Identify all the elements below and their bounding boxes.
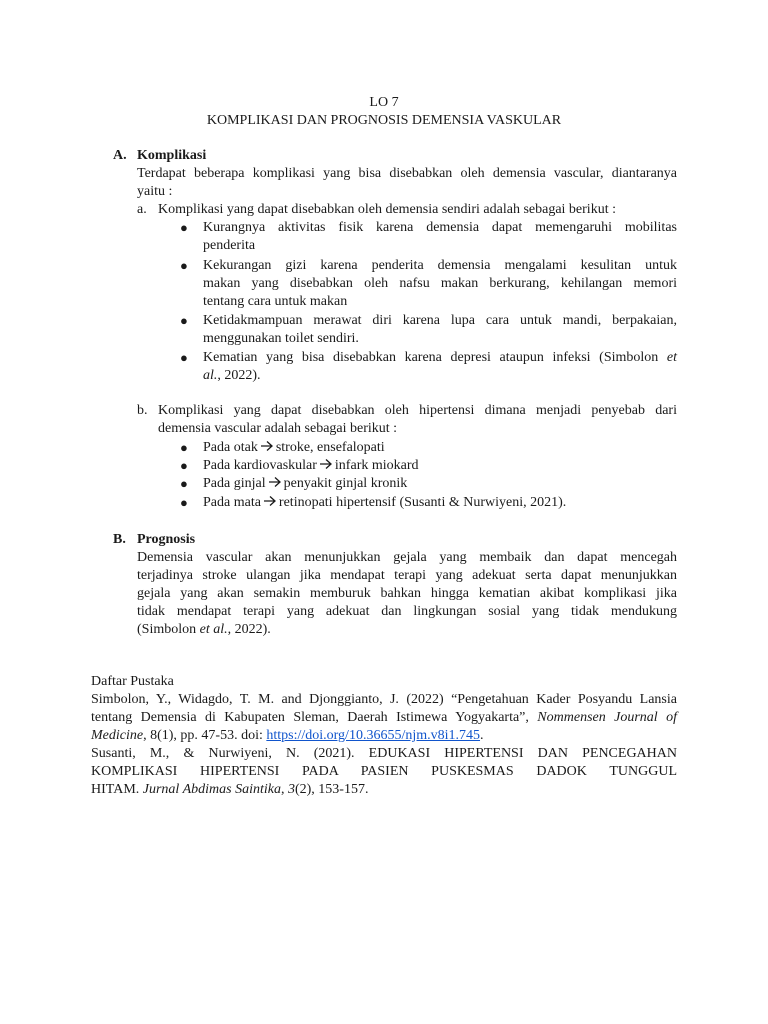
right-arrow-icon [260, 440, 274, 452]
sub-a-marker: a. [137, 202, 147, 217]
ref2-line2: KOMPLIKASI HIPERTENSI PADA PASIEN PUSKESMAS DADOK TUNGGUL [91, 764, 677, 779]
citation-year: , 2022). [227, 622, 271, 637]
sub-b-marker: b. [137, 403, 148, 418]
list-item-b3 [203, 475, 407, 493]
ref1-line2 [91, 709, 677, 727]
bullet-dot-icon: ● [180, 458, 188, 473]
list-item-b2-effect: infark miokard [334, 458, 419, 473]
references-heading: Daftar Pustaka [91, 674, 174, 689]
ref1-volume: , 8(1), pp. 47-53. doi: [143, 728, 263, 743]
page-title: KOMPLIKASI DAN PROGNOSIS DEMENSIA VASKULAR [206, 113, 562, 128]
list-item-b2-organ: Pada kardiovaskular [203, 458, 317, 473]
bullet-dot-icon: ● [180, 476, 188, 491]
section-a-title: Komplikasi [137, 148, 207, 163]
et-al-italic: al. [203, 368, 218, 383]
right-arrow-icon [319, 458, 333, 470]
et-al-italic: et al. [199, 622, 228, 637]
bullet-dot-icon: ● [180, 313, 188, 328]
list-item-a1-line2: penderita [203, 238, 256, 253]
section-b-title: Prognosis [137, 532, 196, 547]
prognosis-line5 [137, 621, 271, 639]
bullet-dot-icon: ● [180, 440, 188, 455]
list-item-b3-organ: Pada ginjal [203, 476, 266, 491]
section-a-letter: A. [113, 148, 127, 163]
list-item-a2-line3: tentang cara untuk makan [203, 294, 348, 309]
list-item-a3-line1: Ketidakmampuan merawat diri karena lupa cara untuk mandi, berpakaian, [203, 313, 677, 328]
lo-number: LO 7 [369, 95, 399, 110]
bullet-dot-icon: ● [180, 220, 188, 235]
prognosis-line4: tidak mendapat terapi yang adekuat dan lingkungan sosial yang tidak mendukung [137, 604, 677, 619]
ref1-line3 [91, 727, 677, 745]
prognosis-citation: (Simbolon [137, 622, 197, 637]
section-a-intro-line2: yaitu : [137, 184, 173, 199]
bullet-dot-icon: ● [180, 495, 188, 510]
ref1-journal-end: Medicine [91, 728, 144, 743]
list-item-b1 [203, 439, 385, 457]
ref2-volume: 3 [287, 782, 295, 797]
section-a-intro-line1: Terdapat beberapa komplikasi yang bisa disebabkan oleh demensia vascular, diantaranya [137, 166, 677, 181]
section-b-letter: B. [113, 532, 126, 547]
sub-b-line1: Komplikasi yang dapat disebabkan oleh hipertensi dimana menjadi penyebab dari [158, 403, 677, 418]
list-item-a4-line2 [203, 367, 677, 385]
ref1-period: . [480, 728, 484, 743]
list-item-b2 [203, 457, 419, 475]
list-item-a3-line2: menggunakan toilet sendiri. [203, 331, 359, 346]
list-item-b1-organ: Pada otak [203, 440, 258, 455]
list-item-b4 [203, 494, 566, 512]
prognosis-line1: Demensia vascular akan menunjukkan gejala yang membaik dan dapat mencegah [137, 550, 677, 565]
bullet-dot-icon: ● [180, 350, 188, 365]
doi-link[interactable]: https://doi.org/10.36655/njm.v8i1.745 [266, 728, 481, 743]
list-item-b3-effect: penyakit ginjal kronik [283, 476, 408, 491]
ref2-journal: Jurnal Abdimas Saintika [142, 782, 281, 797]
list-item-b4-organ: Pada mata [203, 495, 261, 510]
ref2-line1: Susanti, M., & Nurwiyeni, N. (2021). EDUKASI HIPERTENSI DAN PENCEGAHAN [91, 746, 677, 761]
list-item-a4-text: Kematian yang bisa disebabkan karena depresi ataupun infeksi (Simbolon [203, 350, 659, 365]
ref1-line1: Simbolon, Y., Widagdo, T. M. and Djonggianto, J. (2022) “Pengetahuan Kader Posyandu Lansia [91, 692, 677, 707]
ref2-title-end: HITAM. [91, 782, 140, 797]
right-arrow-icon [263, 495, 277, 507]
ref1-journal: Nommensen Journal of [537, 710, 677, 725]
prognosis-line3: gejala yang akan semakin memburuk bahkan hingga kematian akibat komplikasi jika [137, 586, 677, 601]
citation-year: , 2022). [217, 368, 261, 383]
list-item-a2-line2: makan yang disebabkan oleh nafsu makan berkurang, kehilangan memori [203, 276, 677, 291]
ref2-issue-pages: (2), 153-157. [294, 782, 369, 797]
list-item-b1-effect: stroke, ensefalopati [275, 440, 385, 455]
list-item-a1-line1: Kurangnya aktivitas fisik karena demensia dapat memengaruhi mobilitas [203, 220, 677, 235]
list-item-b4-effect: retinopati hipertensif (Susanti & Nurwiyeni, 2021). [278, 495, 567, 510]
bullet-dot-icon: ● [180, 258, 188, 273]
right-arrow-icon [268, 476, 282, 488]
sub-a-text: Komplikasi yang dapat disebabkan oleh demensia sendiri adalah sebagai berikut : [158, 202, 616, 217]
et-al-italic: et [666, 350, 678, 365]
list-item-a2-line1: Kekurangan gizi karena penderita demensia mengalami kesulitan untuk [203, 258, 677, 273]
ref2-comma: , [280, 782, 285, 797]
prognosis-line2: terjadinya stroke ulangan jika mendapat terapi yang adekuat serta dapat menunjukkan [137, 568, 677, 583]
list-item-a4-line1 [203, 349, 677, 367]
ref2-line3 [91, 781, 677, 799]
sub-b-line2: demensia vascular adalah sebagai berikut : [158, 421, 398, 436]
ref1-title: tentang Demensia di Kabupaten Sleman, Daerah Istimewa Yogyakarta”, [91, 710, 529, 725]
